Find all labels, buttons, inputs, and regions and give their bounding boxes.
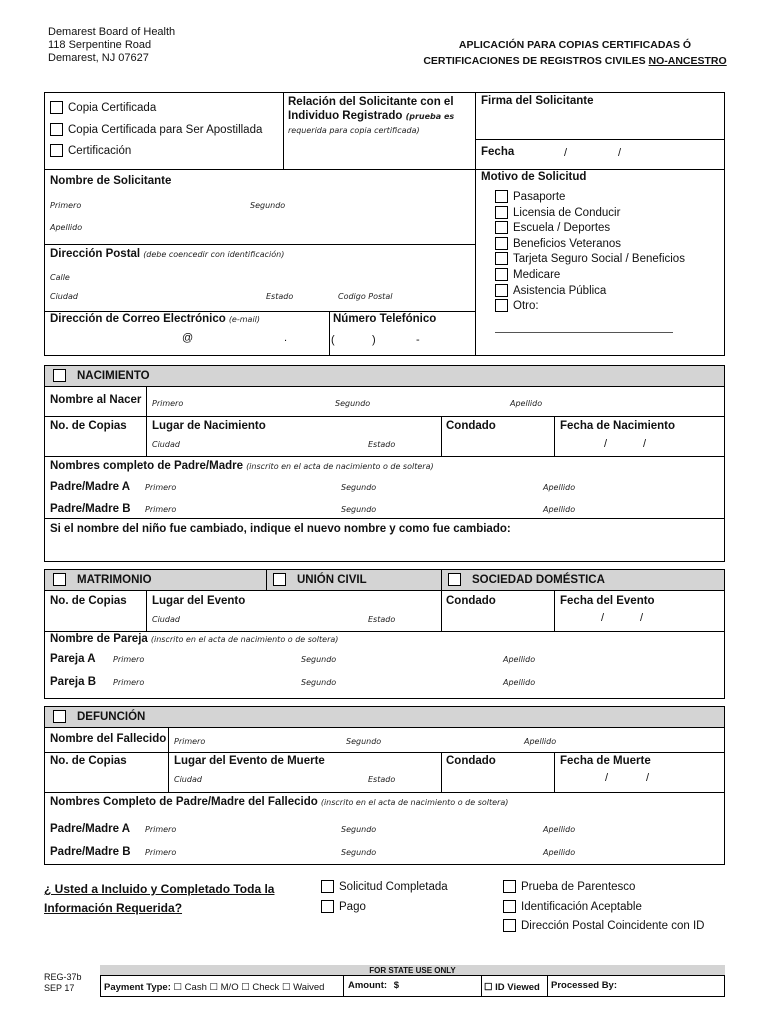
state-use-label: FOR STATE USE ONLY [369, 966, 456, 975]
death-header [44, 706, 725, 728]
death-parents-label: Nombres Completo de Padre/Madre del Fallecido (inscrito en el acta de nacimiento o de soltera) [50, 796, 509, 808]
checkbox-icon[interactable] [495, 190, 508, 203]
state-hint: Estado [266, 292, 294, 301]
checkbox-icon[interactable] [495, 268, 508, 281]
amount-field[interactable]: Amount: $ [348, 980, 399, 991]
phone-label: Número Telefónico [333, 313, 437, 325]
death-place-label: Lugar del Evento de Muerte [174, 755, 325, 767]
birth-county-label: Condado [446, 420, 496, 432]
middle-name-hint: Segundo [250, 201, 286, 210]
marriage-county-field[interactable] [443, 610, 551, 629]
checklist-question: ¿ Usted a Incluido y Completado Toda la Información Requerida? [44, 882, 275, 915]
checkbox-icon[interactable] [50, 123, 63, 136]
checkbox-icon[interactable] [50, 101, 63, 114]
checkbox-icon[interactable] [53, 710, 66, 723]
phone-field[interactable]: ( ) - [331, 334, 420, 346]
reason-title: Motivo de Solicitud [481, 171, 587, 183]
form-title-line2: CERTIFICACIONES DE REGISTROS CIVILES NO-ANCESTRO [423, 55, 727, 67]
deceased-name-field[interactable]: Primero Segundo Apellido [174, 737, 557, 746]
email-field[interactable]: @ . [182, 332, 288, 344]
agency-name: Demarest Board of Health [48, 26, 176, 38]
payment-type[interactable]: Payment Type: ☐ Cash ☐ M/O ☐ Check ☐ Waived [104, 982, 325, 993]
copy-certified-checkbox[interactable]: Copia Certificada [50, 101, 156, 114]
checkbox-icon[interactable] [321, 900, 334, 913]
death-date-label: Fecha de Muerte [560, 755, 651, 767]
birth-copies-label: No. de Copias [50, 420, 127, 432]
death-date-field[interactable]: / / [605, 772, 650, 784]
street-hint: Calle [50, 273, 70, 282]
death-county-field[interactable] [443, 770, 551, 790]
checkbox-icon[interactable] [273, 573, 286, 586]
marriage-county-label: Condado [446, 595, 496, 607]
birth-date-label: Fecha de Nacimiento [560, 420, 676, 432]
marriage-checkbox[interactable]: MATRIMONIO [53, 573, 152, 586]
checkbox-icon[interactable] [448, 573, 461, 586]
birth-place-field[interactable]: Ciudad Estado [152, 440, 396, 449]
marriage-copies-field[interactable] [46, 610, 144, 629]
signature-field[interactable] [478, 110, 722, 137]
birth-parents-label: Nombres completo de Padre/Madre (inscrito en el acta de nacimiento o de soltera) [50, 460, 434, 472]
reason-other-line[interactable] [495, 332, 673, 333]
applicant-name-field[interactable] [46, 190, 472, 240]
applicant-name-label: Nombre de Solicitante [50, 175, 172, 187]
death-county-label: Condado [446, 755, 496, 767]
form-title [380, 37, 770, 69]
birth-date-field[interactable]: / / [604, 438, 647, 450]
death-parent-a-label: Padre/Madre A [50, 823, 131, 835]
birth-parent-a-label: Padre/Madre A [50, 481, 131, 493]
reason-veterans[interactable]: Beneficios Veteranos [495, 237, 621, 250]
checkbox-icon[interactable] [495, 299, 508, 312]
partner-a-field[interactable]: Primero Segundo Apellido [113, 655, 536, 664]
form-title-line1: APLICACIÓN PARA COPIAS CERTIFICADAS Ó [458, 39, 692, 51]
checkbox-icon[interactable] [503, 880, 516, 893]
domestic-partnership-checkbox[interactable]: SOCIEDAD DOMÉSTICA [448, 573, 605, 586]
reason-assistance[interactable]: Asistencia Pública [495, 284, 606, 297]
checkbox-icon[interactable] [495, 237, 508, 250]
birth-name-change-field[interactable] [46, 538, 722, 560]
marriage-place-field[interactable]: Ciudad Estado [152, 615, 396, 624]
birth-name-change-label: Si el nombre del niño fue cambiado, indique el nuevo nombre y como fue cambiado: [50, 523, 511, 535]
agency-address [48, 26, 175, 65]
date-field[interactable]: / / [564, 147, 622, 159]
relation-note: requerida para copia certificada) [288, 126, 420, 135]
id-viewed-checkbox[interactable]: ☐ ID Viewed [484, 982, 540, 993]
checkbox-icon[interactable] [321, 880, 334, 893]
birth-name-label: Nombre al Nacer [50, 394, 142, 406]
death-checkbox[interactable]: DEFUNCIÓN [53, 710, 145, 723]
marriage-place-label: Lugar del Evento [152, 595, 246, 607]
partner-a-label: Pareja A [50, 653, 96, 665]
processed-by-field[interactable]: Processed By: [551, 980, 618, 991]
checkbox-icon[interactable] [495, 252, 508, 265]
check-proof-relation[interactable]: Prueba de Parentesco [503, 880, 635, 893]
death-parent-b-field[interactable]: Primero Segundo Apellido [145, 848, 576, 857]
check-acceptable-id[interactable]: Identificación Aceptable [503, 900, 642, 913]
partner-b-label: Pareja B [50, 676, 97, 688]
date-label: Fecha [481, 146, 515, 158]
birth-parent-a-field[interactable]: Primero Segundo Apellido [145, 483, 576, 492]
reason-social-security[interactable]: Tarjeta Seguro Social / Beneficios [495, 252, 685, 265]
partner-b-field[interactable]: Primero Segundo Apellido [113, 678, 536, 687]
birth-county-field[interactable] [443, 435, 551, 454]
checkbox-icon[interactable] [495, 221, 508, 234]
death-parent-a-field[interactable]: Primero Segundo Apellido [145, 825, 576, 834]
birth-parent-b-field[interactable]: Primero Segundo Apellido [145, 505, 576, 514]
birth-place-label: Lugar de Nacimiento [152, 420, 266, 432]
checkbox-icon[interactable] [495, 284, 508, 297]
address-label: Dirección Postal (debe coencedir con identificación) [50, 248, 285, 260]
death-place-field[interactable]: Ciudad Estado [174, 775, 396, 784]
reason-school[interactable]: Escuela / Deportes [495, 221, 610, 234]
check-application-complete[interactable]: Solicitud Completada [321, 880, 448, 893]
checkbox-icon[interactable] [53, 369, 66, 382]
email-label: Dirección de Correo Electrónico (e-mail) [50, 313, 261, 325]
city-hint: Ciudad [50, 292, 78, 301]
check-payment[interactable]: Pago [321, 900, 366, 913]
relation-field[interactable] [286, 138, 472, 166]
zip-hint: Codigo Postal [338, 292, 393, 301]
death-parent-b-label: Padre/Madre B [50, 846, 131, 858]
signature-label: Firma del Solicitante [481, 95, 594, 107]
copy-apostille-checkbox[interactable]: Copia Certificada para Ser Apostillada [50, 123, 262, 136]
relation-label: Relación del Solicitante con el Individuo Registrado (prueba es [288, 96, 455, 122]
certification-checkbox[interactable]: Certificación [50, 144, 131, 157]
checkbox-icon[interactable] [503, 900, 516, 913]
reason-license[interactable]: Licensia de Conducir [495, 206, 620, 219]
address-field[interactable] [46, 262, 472, 308]
form-title-emphasis: NO-ANCESTRO [648, 55, 727, 67]
deceased-name-label: Nombre del Fallecido [50, 733, 167, 745]
agency-street: 118 Serpentine Road [48, 39, 152, 51]
reason-other[interactable]: Otro: [495, 299, 539, 312]
marriage-date-field[interactable]: / / [601, 612, 644, 624]
birth-parent-b-label: Padre/Madre B [50, 503, 131, 515]
reason-medicare[interactable]: Medicare [495, 268, 560, 281]
death-copies-field[interactable] [46, 770, 166, 790]
partner-label: Nombre de Pareja (inscrito en el acta de nacimiento o de soltera) [50, 633, 339, 645]
agency-city: Demarest, NJ 07627 [48, 52, 149, 64]
check-address-match[interactable]: Dirección Postal Coincidente con ID [503, 919, 704, 932]
death-copies-label: No. de Copias [50, 755, 127, 767]
birth-name-field[interactable]: Primero Segundo Apellido [152, 399, 543, 408]
checkbox-icon[interactable] [503, 919, 516, 932]
checkbox-icon[interactable] [50, 144, 63, 157]
reason-passport[interactable]: Pasaporte [495, 190, 565, 203]
birth-copies-field[interactable] [46, 436, 144, 454]
marriage-copies-label: No. de Copias [50, 595, 127, 607]
checkbox-icon[interactable] [53, 573, 66, 586]
last-name-hint: Apellido [50, 223, 83, 232]
form-code: REG-37b SEP 17 [44, 972, 82, 993]
first-name-hint: Primero [50, 201, 82, 210]
birth-checkbox[interactable]: NACIMIENTO [53, 369, 150, 382]
civil-union-checkbox[interactable]: UNIÓN CIVIL [273, 573, 367, 586]
checkbox-icon[interactable] [495, 206, 508, 219]
marriage-date-label: Fecha del Evento [560, 595, 655, 607]
